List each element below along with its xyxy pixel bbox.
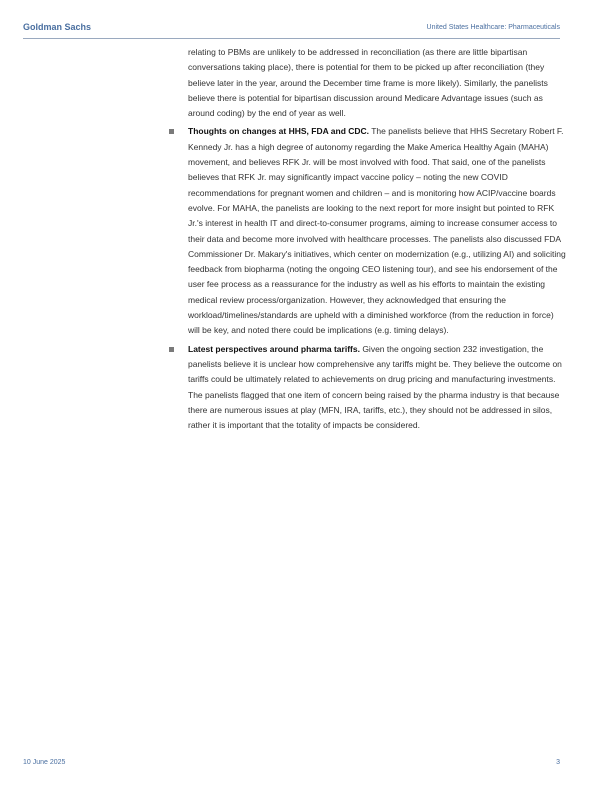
square-bullet-icon xyxy=(169,347,174,352)
bullet-title: Latest perspectives around pharma tariffs. xyxy=(188,343,360,354)
header-section: United States Healthcare: Pharmaceuticals xyxy=(426,24,560,31)
header-brand: Goldman Sachs xyxy=(23,22,92,32)
bullet-text: The panelists believe that HHS Secretary Robert F. Kennedy Jr. has a high degree of autonomy regarding the Make America Healthy Again (MAHA) movement, and believes RFK Jr. will be most involved with food. That said, one of the panelists believes that RFK Jr. may significantly impact vaccine policy – noting the new COVID recommendations for pregnant women and children – and is monitoring how ACIP/vaccine boards evolve. For MAHA, the panelists are looking to the next report for more insight but pointed to RFK Jr.'s interest in health IT and direct-to-consumer programs, aiming to increase consumer access to their data and become more involved with healthcare processes. The panelists also discussed FDA Commissioner Dr. Makary's initiatives, which center on modernization (e.g., utilizing AI) and soliciting feedback from biopharma (noting the ongoing CEO listening tour), and see his endorsement of the user fee process as a reassurance for the industry as well as his efforts to maintain the existing medical review process/organization. However, they acknowledged that ensuring the workload/timelines/standards are upheld with a diminished workforce (from the reduction in force) will be key, and noted there could be implications (e.g. timing delays). xyxy=(188,126,566,336)
report-body xyxy=(188,45,566,436)
header-divider xyxy=(23,38,560,39)
bullet-hhs-fda-cdc xyxy=(188,124,566,338)
square-bullet-icon xyxy=(169,129,174,134)
intro-paragraph: relating to PBMs are unlikely to be addressed in reconciliation (as there are little bipartisan conversations taking place), there is potential for them to be picked up after reconciliation (they believe later in the year, around the December time frame is more likely). Similarly, the panelists believe there is potential for bipartisan discussion around Medicare Advantage issues (such as around coding) by the end of year as well. xyxy=(188,47,548,119)
bullet-title: Thoughts on changes at HHS, FDA and CDC. xyxy=(188,126,370,137)
footer-date: 10 June 2025 xyxy=(23,759,66,766)
bullet-text: Given the ongoing section 232 investigation, the panelists believe it is unclear how comprehensive any tariffs might be. They believe the outcome on tariffs could be ultimately related to achievements on drug pricing and manufacturing investments. The panelists flagged that one item of concern being raised by the pharma industry is that because there are numerous issues at play (MFN, IRA, tariffs, etc.), they should not be addressed in silos, rather it is important that the totality of impacts be considered. xyxy=(188,343,562,431)
bullet-pharma-tariffs xyxy=(188,342,566,434)
page-number: 3 xyxy=(556,759,560,766)
